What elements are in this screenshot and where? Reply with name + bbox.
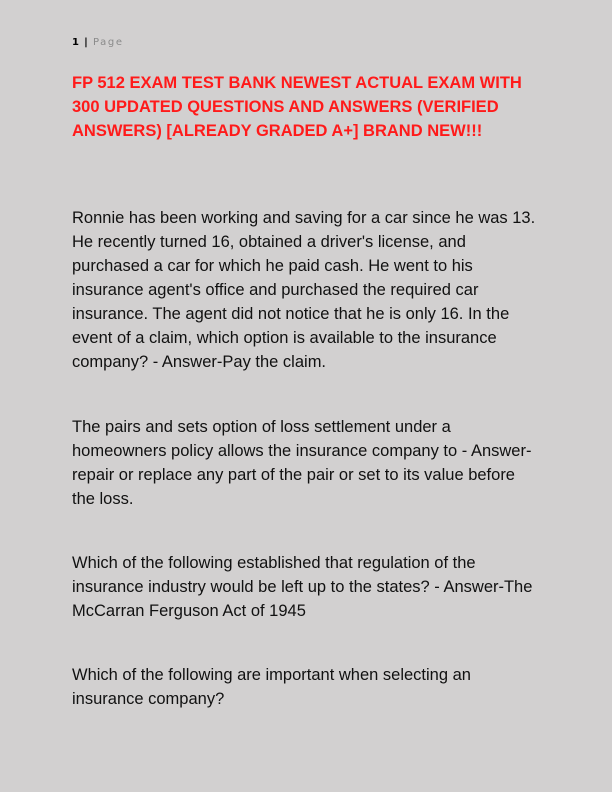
question-answer-3: Which of the following established that regulation of the insurance industry would be left up to the states? - Answer-The McCarran Ferguson Act of 1945 (72, 554, 533, 620)
question-answer-4: Which of the following are important when selecting an insurance company? (72, 666, 471, 708)
page-label: Page (93, 37, 124, 48)
page-number: 1 (72, 37, 79, 48)
document-title: FP 512 EXAM TEST BANK NEWEST ACTUAL EXAM WITH 300 UPDATED QUESTIONS AND ANSWERS (VERIFIED ANSWERS) [ALREADY GRADED A+] BRAND NEW!!! (72, 74, 522, 140)
question-answer-2: The pairs and sets option of loss settlement under a homeowners policy allows the insurance company to - Answer-repair or replace any part of the pair or set to its value before the loss. (72, 418, 532, 508)
question-answer-1: Ronnie has been working and saving for a car since he was 13. He recently turned 16, obtained a driver's license, and purchased a car for which he paid cash. He went to his insurance agent's office and purchased the required car insurance. The agent did not notice that he is only 16. In the event of a claim, which option is available to the insurance company? - Answer-Pay the claim. (72, 209, 536, 371)
page-header (72, 36, 124, 50)
page-separator: | (84, 37, 88, 48)
